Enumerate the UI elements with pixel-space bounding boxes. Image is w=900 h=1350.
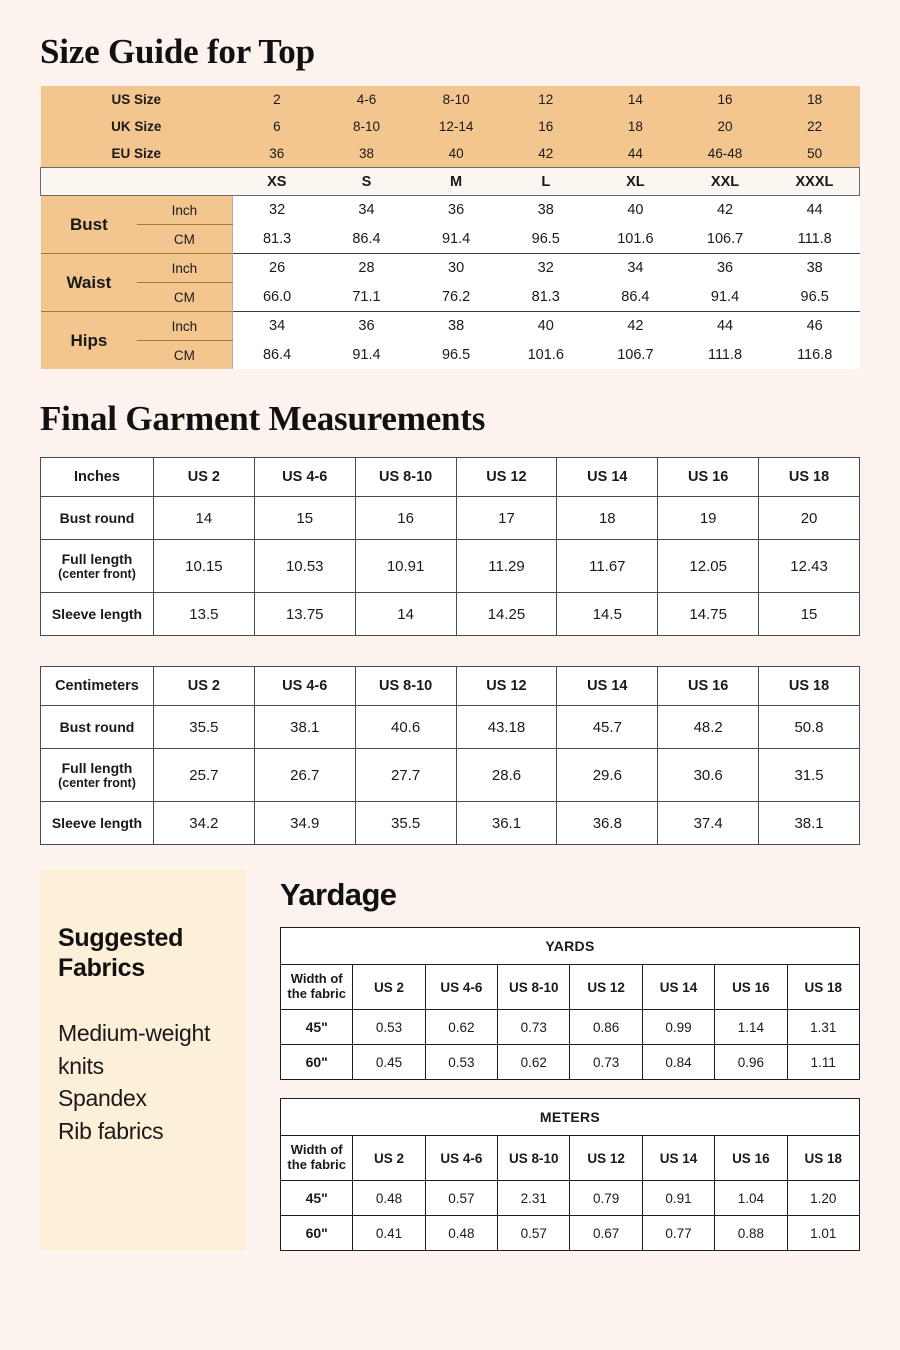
fabric-item: Medium-weight knits xyxy=(58,1020,211,1079)
measurement-cell: 106.7 xyxy=(680,225,770,254)
section-gap xyxy=(40,845,860,869)
measurement-cell: 66.0 xyxy=(232,283,322,312)
table-row xyxy=(281,1010,860,1045)
row-header-main: Full length xyxy=(61,759,133,776)
measurement-row xyxy=(41,312,860,341)
yards-banner: YARDS xyxy=(281,928,860,965)
table-header-row xyxy=(281,1136,860,1181)
table-cell: 18 xyxy=(557,497,658,540)
conversion-label-us: US Size xyxy=(41,86,233,113)
table-cell: 34.2 xyxy=(153,802,254,845)
garment-inches-table xyxy=(40,457,860,636)
table-row xyxy=(281,1216,860,1251)
table-cell: 25.7 xyxy=(153,749,254,802)
column-header: US 18 xyxy=(759,667,860,706)
measurement-unit-label: CM xyxy=(137,283,232,312)
measurement-cell: 106.7 xyxy=(591,341,681,370)
yardage-title: Yardage xyxy=(280,877,397,912)
conversion-cell: 50 xyxy=(770,140,860,168)
measurement-cell: 96.5 xyxy=(501,225,591,254)
letter-size-cell: S xyxy=(322,168,412,196)
table-cell: 0.45 xyxy=(353,1045,425,1080)
garment-cm-table xyxy=(40,666,860,845)
table-cell: 48.2 xyxy=(658,706,759,749)
measurement-cell: 86.4 xyxy=(232,341,322,370)
column-header: US 18 xyxy=(759,458,860,497)
table-cell: 35.5 xyxy=(153,706,254,749)
letter-size-cell: XXL xyxy=(680,168,770,196)
table-cell: 0.62 xyxy=(425,1010,497,1045)
measurement-cell: 81.3 xyxy=(232,225,322,254)
table-cell: 0.48 xyxy=(425,1216,497,1251)
measurement-group-label-bust: Bust xyxy=(41,196,138,254)
conversion-cell: 16 xyxy=(501,113,591,140)
table-cell: 11.67 xyxy=(557,540,658,593)
table-cell: 12.43 xyxy=(759,540,860,593)
conversion-cell: 6 xyxy=(232,113,322,140)
bottom-section xyxy=(40,869,860,1251)
measurement-cell: 42 xyxy=(680,196,770,225)
column-header: US 16 xyxy=(658,667,759,706)
row-header xyxy=(41,749,154,802)
conversion-cell: 8-10 xyxy=(322,113,412,140)
size-guide-table xyxy=(40,86,860,369)
table-row xyxy=(41,706,860,749)
table-cell: 14.5 xyxy=(557,593,658,636)
table-cell: 50.8 xyxy=(759,706,860,749)
measurement-cell: 91.4 xyxy=(680,283,770,312)
conversion-row-uk xyxy=(41,113,860,140)
table-cell: 0.84 xyxy=(642,1045,714,1080)
column-header: US 14 xyxy=(557,458,658,497)
garment-inches-head xyxy=(41,458,860,497)
meters-body xyxy=(281,1181,860,1251)
conversion-cell: 42 xyxy=(501,140,591,168)
table-cell: 1.31 xyxy=(787,1010,859,1045)
table-cell: 38.1 xyxy=(254,706,355,749)
conversion-cell: 20 xyxy=(680,113,770,140)
fabric-item: Spandex xyxy=(58,1085,147,1112)
yardage-table-gap xyxy=(280,1080,860,1098)
garment-cm-body xyxy=(41,706,860,845)
column-header: US 18 xyxy=(787,1136,859,1181)
table-header-row xyxy=(41,667,860,706)
unit-header: Inches xyxy=(41,458,154,497)
table-cell: 1.11 xyxy=(787,1045,859,1080)
table-cell: 1.14 xyxy=(715,1010,787,1045)
measurement-row xyxy=(41,225,860,254)
row-header: Bust round xyxy=(41,497,154,540)
measurement-cell: 116.8 xyxy=(770,341,860,370)
measurement-cell: 40 xyxy=(591,196,681,225)
conversion-cell: 36 xyxy=(232,140,322,168)
measurement-row xyxy=(41,341,860,370)
measurement-cell: 44 xyxy=(770,196,860,225)
table-cell: 27.7 xyxy=(355,749,456,802)
yardage-column xyxy=(246,869,860,1251)
column-header: US 8-10 xyxy=(498,1136,570,1181)
measurement-cell: 101.6 xyxy=(501,341,591,370)
conversion-label-eu: EU Size xyxy=(41,140,233,168)
column-header: US 8-10 xyxy=(355,458,456,497)
table-cell: 0.62 xyxy=(498,1045,570,1080)
measurement-unit-label: Inch xyxy=(137,254,232,283)
measurement-cell: 81.3 xyxy=(501,283,591,312)
row-header-main: Full length xyxy=(61,550,133,567)
conversion-cell: 40 xyxy=(411,140,501,168)
table-cell: 14.75 xyxy=(658,593,759,636)
conversion-label-uk: UK Size xyxy=(41,113,233,140)
measurement-group-label-hips: Hips xyxy=(41,312,138,370)
table-cell: 1.04 xyxy=(715,1181,787,1216)
table-cell: 10.53 xyxy=(254,540,355,593)
column-header: US 2 xyxy=(153,458,254,497)
conversion-cell: 8-10 xyxy=(411,86,501,113)
width-of-fabric-header: Width of the fabric xyxy=(281,1136,353,1181)
meters-banner: METERS xyxy=(281,1099,860,1136)
suggested-fabrics-heading: Suggested Fabrics xyxy=(58,924,184,982)
letter-size-cell: XL xyxy=(591,168,681,196)
table-cell: 45.7 xyxy=(557,706,658,749)
conversion-cell: 12 xyxy=(501,86,591,113)
letter-size-cell: XXXL xyxy=(770,168,860,196)
column-header: US 14 xyxy=(557,667,658,706)
conversion-row-eu xyxy=(41,140,860,168)
table-cell: 0.99 xyxy=(642,1010,714,1045)
letter-size-cell: L xyxy=(501,168,591,196)
table-cell: 13.5 xyxy=(153,593,254,636)
fabric-width: 45" xyxy=(281,1181,353,1216)
meters-head xyxy=(281,1099,860,1181)
table-row xyxy=(41,593,860,636)
letter-size-cell: M xyxy=(411,168,501,196)
yards-body xyxy=(281,1010,860,1080)
column-header: US 12 xyxy=(570,1136,642,1181)
measurement-cell: 30 xyxy=(411,254,501,283)
column-header: US 2 xyxy=(353,1136,425,1181)
table-cell: 10.91 xyxy=(355,540,456,593)
measurement-cell: 40 xyxy=(501,312,591,341)
banner-row xyxy=(281,928,860,965)
table-cell: 26.7 xyxy=(254,749,355,802)
table-cell: 38.1 xyxy=(759,802,860,845)
column-header: US 2 xyxy=(153,667,254,706)
row-header: Sleeve length xyxy=(41,593,154,636)
table-cell: 0.86 xyxy=(570,1010,642,1045)
table-cell: 0.79 xyxy=(570,1181,642,1216)
table-row xyxy=(41,749,860,802)
table-cell: 31.5 xyxy=(759,749,860,802)
measurement-cell: 44 xyxy=(680,312,770,341)
size-guide-conversion-body xyxy=(41,86,860,369)
fabric-width: 60" xyxy=(281,1045,353,1080)
letter-size-row xyxy=(41,168,860,196)
measurement-cell: 91.4 xyxy=(411,225,501,254)
fabric-item: Rib fabrics xyxy=(58,1117,164,1144)
table-cell: 0.77 xyxy=(642,1216,714,1251)
measurement-cell: 34 xyxy=(232,312,322,341)
table-cell: 10.15 xyxy=(153,540,254,593)
column-header: US 4-6 xyxy=(425,965,497,1010)
yardage-meters-table xyxy=(280,1098,860,1251)
column-header: US 2 xyxy=(353,965,425,1010)
table-cell: 15 xyxy=(254,497,355,540)
row-header: Bust round xyxy=(41,706,154,749)
table-cell: 2.31 xyxy=(498,1181,570,1216)
table-cell: 40.6 xyxy=(355,706,456,749)
row-header-sub: (center front) xyxy=(58,775,136,790)
table-cell: 16 xyxy=(355,497,456,540)
table-gap xyxy=(40,636,860,666)
table-cell: 36.1 xyxy=(456,802,557,845)
measurement-cell: 46 xyxy=(770,312,860,341)
measurement-unit-label: Inch xyxy=(137,312,232,341)
table-header-row xyxy=(281,965,860,1010)
measurement-cell: 38 xyxy=(770,254,860,283)
table-cell: 35.5 xyxy=(355,802,456,845)
row-header xyxy=(41,540,154,593)
unit-header: Centimeters xyxy=(41,667,154,706)
table-cell: 0.48 xyxy=(353,1181,425,1216)
table-cell: 14.25 xyxy=(456,593,557,636)
fabric-list xyxy=(58,1017,226,1148)
table-cell: 43.18 xyxy=(456,706,557,749)
table-cell: 13.75 xyxy=(254,593,355,636)
column-header: US 4-6 xyxy=(254,667,355,706)
table-cell: 0.53 xyxy=(425,1045,497,1080)
table-cell: 12.05 xyxy=(658,540,759,593)
table-cell: 0.57 xyxy=(498,1216,570,1251)
column-header: US 8-10 xyxy=(498,965,570,1010)
measurement-cell: 34 xyxy=(322,196,412,225)
table-cell: 19 xyxy=(658,497,759,540)
table-cell: 14 xyxy=(153,497,254,540)
table-cell: 0.73 xyxy=(570,1045,642,1080)
measurement-cell: 96.5 xyxy=(770,283,860,312)
final-garment-title: Final Garment Measurements xyxy=(40,399,486,438)
measurement-unit-label: CM xyxy=(137,225,232,254)
column-header: US 16 xyxy=(715,965,787,1010)
measurement-cell: 71.1 xyxy=(322,283,412,312)
measurement-cell: 36 xyxy=(322,312,412,341)
conversion-cell: 38 xyxy=(322,140,412,168)
measurement-cell: 26 xyxy=(232,254,322,283)
garment-cm-head xyxy=(41,667,860,706)
conversion-cell: 44 xyxy=(591,140,681,168)
letter-size-cell: XS xyxy=(232,168,322,196)
table-row xyxy=(41,497,860,540)
measurement-cell: 36 xyxy=(411,196,501,225)
measurement-unit-label: Inch xyxy=(137,196,232,225)
measurement-cell: 86.4 xyxy=(322,225,412,254)
column-header: US 12 xyxy=(456,458,557,497)
width-of-fabric-header: Width of the fabric xyxy=(281,965,353,1010)
column-header: US 16 xyxy=(658,458,759,497)
measurement-unit-label: CM xyxy=(137,341,232,370)
measurement-cell: 32 xyxy=(232,196,322,225)
measurement-cell: 86.4 xyxy=(591,283,681,312)
measurement-group-label-waist: Waist xyxy=(41,254,138,312)
table-row xyxy=(281,1181,860,1216)
table-cell: 29.6 xyxy=(557,749,658,802)
table-row xyxy=(41,802,860,845)
measurement-cell: 111.8 xyxy=(680,341,770,370)
table-cell: 28.6 xyxy=(456,749,557,802)
conversion-row-us xyxy=(41,86,860,113)
conversion-cell: 2 xyxy=(232,86,322,113)
measurement-cell: 28 xyxy=(322,254,412,283)
column-header: US 14 xyxy=(642,965,714,1010)
measurement-cell: 38 xyxy=(411,312,501,341)
row-header: Sleeve length xyxy=(41,802,154,845)
column-header: US 12 xyxy=(570,965,642,1010)
conversion-cell: 14 xyxy=(591,86,681,113)
garment-inches-body xyxy=(41,497,860,636)
row-header-sub: (center front) xyxy=(58,566,136,581)
table-cell: 37.4 xyxy=(658,802,759,845)
table-cell: 0.41 xyxy=(353,1216,425,1251)
table-cell: 0.88 xyxy=(715,1216,787,1251)
table-cell: 0.73 xyxy=(498,1010,570,1045)
table-cell: 1.20 xyxy=(787,1181,859,1216)
measurement-cell: 36 xyxy=(680,254,770,283)
conversion-cell: 4-6 xyxy=(322,86,412,113)
table-cell: 0.67 xyxy=(570,1216,642,1251)
measurement-cell: 42 xyxy=(591,312,681,341)
column-header: US 18 xyxy=(787,965,859,1010)
measurement-cell: 32 xyxy=(501,254,591,283)
measurement-cell: 76.2 xyxy=(411,283,501,312)
letter-size-blank xyxy=(41,168,233,196)
column-header: US 16 xyxy=(715,1136,787,1181)
measurement-cell: 96.5 xyxy=(411,341,501,370)
measurement-cell: 91.4 xyxy=(322,341,412,370)
column-header: US 4-6 xyxy=(425,1136,497,1181)
measurement-cell: 111.8 xyxy=(770,225,860,254)
table-row xyxy=(41,540,860,593)
table-cell: 34.9 xyxy=(254,802,355,845)
measurement-cell: 38 xyxy=(501,196,591,225)
table-cell: 20 xyxy=(759,497,860,540)
measurement-cell: 34 xyxy=(591,254,681,283)
conversion-cell: 16 xyxy=(680,86,770,113)
conversion-cell: 22 xyxy=(770,113,860,140)
measurement-cell: 101.6 xyxy=(591,225,681,254)
table-cell: 0.91 xyxy=(642,1181,714,1216)
fabric-width: 45" xyxy=(281,1010,353,1045)
yardage-yards-table xyxy=(280,927,860,1080)
measurement-row xyxy=(41,254,860,283)
table-cell: 36.8 xyxy=(557,802,658,845)
table-cell: 11.29 xyxy=(456,540,557,593)
conversion-cell: 46-48 xyxy=(680,140,770,168)
column-header: US 8-10 xyxy=(355,667,456,706)
column-header: US 14 xyxy=(642,1136,714,1181)
conversion-cell: 12-14 xyxy=(411,113,501,140)
table-cell: 30.6 xyxy=(658,749,759,802)
table-header-row xyxy=(41,458,860,497)
table-cell: 15 xyxy=(759,593,860,636)
conversion-cell: 18 xyxy=(770,86,860,113)
table-cell: 17 xyxy=(456,497,557,540)
page-title: Size Guide for Top xyxy=(40,32,315,71)
column-header: US 12 xyxy=(456,667,557,706)
column-header: US 4-6 xyxy=(254,458,355,497)
table-cell: 0.96 xyxy=(715,1045,787,1080)
measurement-row xyxy=(41,196,860,225)
suggested-fabrics-panel xyxy=(40,869,246,1251)
banner-row xyxy=(281,1099,860,1136)
table-cell: 0.53 xyxy=(353,1010,425,1045)
fabric-width: 60" xyxy=(281,1216,353,1251)
yards-head xyxy=(281,928,860,1010)
conversion-cell: 18 xyxy=(591,113,681,140)
table-cell: 0.57 xyxy=(425,1181,497,1216)
table-cell: 14 xyxy=(355,593,456,636)
measurement-row xyxy=(41,283,860,312)
table-cell: 1.01 xyxy=(787,1216,859,1251)
table-row xyxy=(281,1045,860,1080)
